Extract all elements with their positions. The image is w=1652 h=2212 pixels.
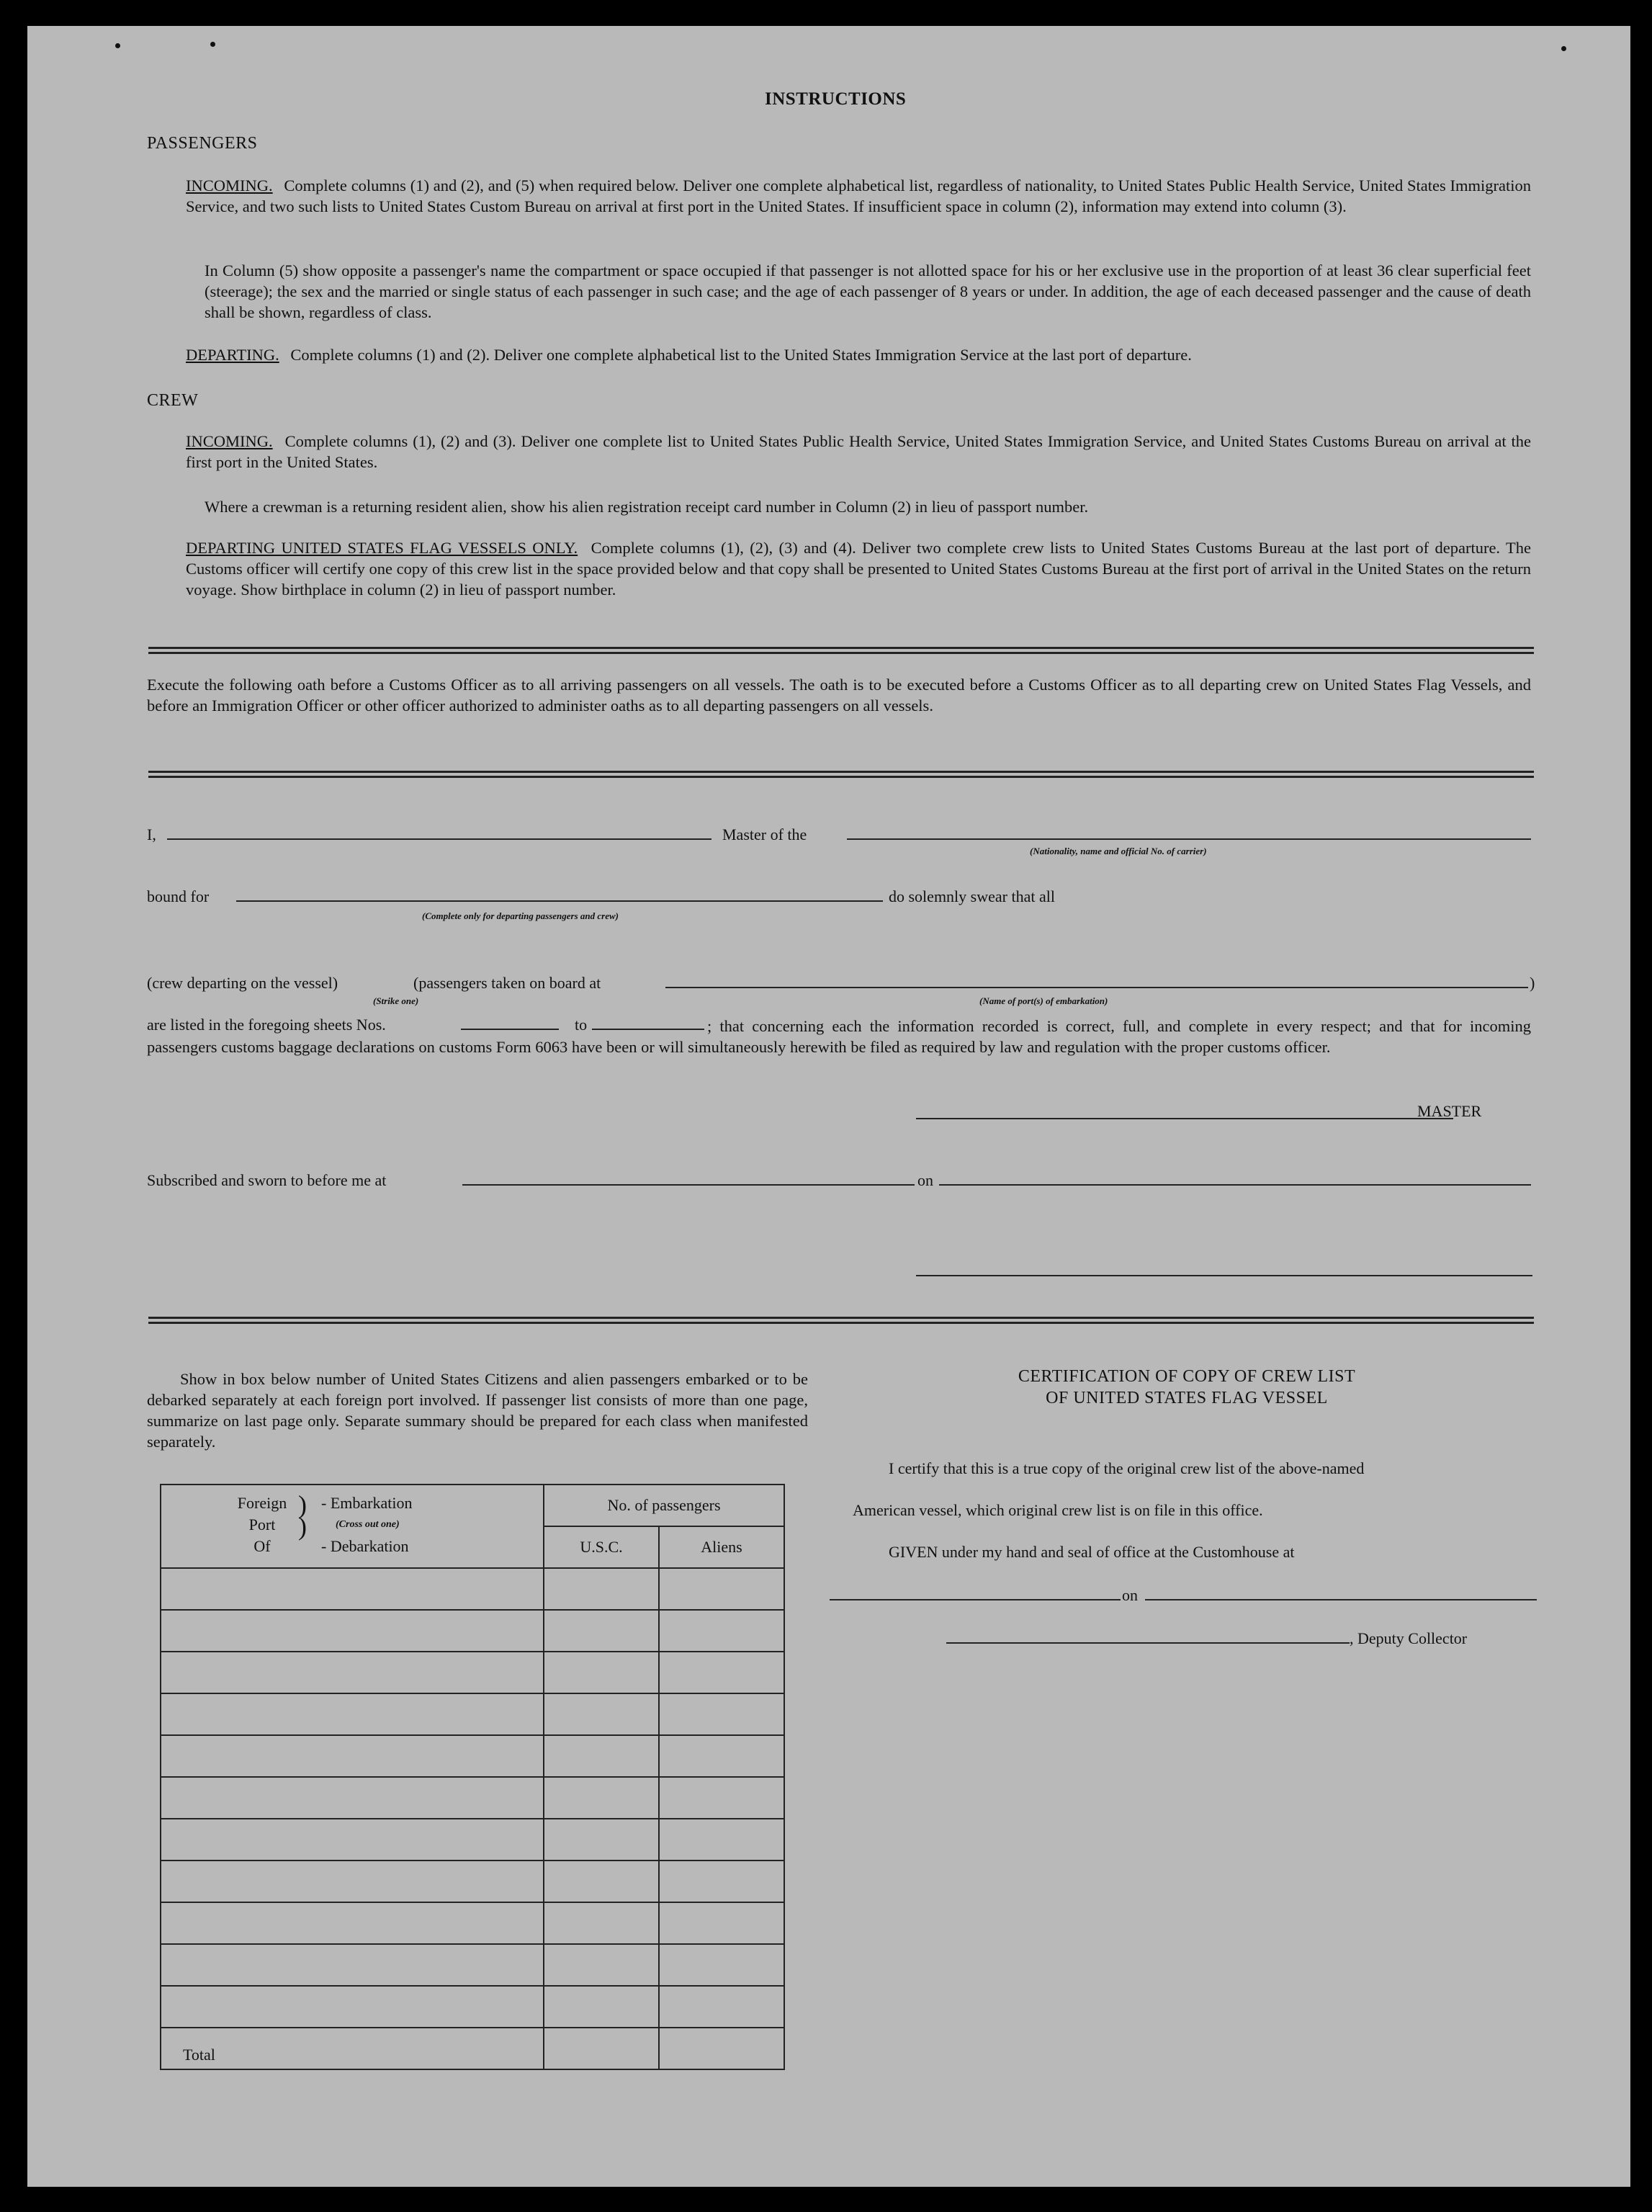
passengers-heading: PASSENGERS xyxy=(147,134,258,153)
strike-one-caption: (Strike one) xyxy=(373,995,419,1006)
table-row xyxy=(161,1568,784,1610)
crew-departing-paragraph xyxy=(186,537,1531,600)
total-row xyxy=(161,2028,784,2069)
master-signature-line[interactable] xyxy=(916,1118,1453,1119)
no-passengers-header: No. of passengers xyxy=(544,1485,784,1526)
passengers-incoming-label: INCOMING. xyxy=(186,176,273,194)
usc-cell[interactable] xyxy=(544,1735,659,1777)
aliens-total-cell[interactable] xyxy=(659,2028,784,2069)
passengers-incoming-text: Complete columns (1) and (2), and (5) when required below. Deliver one complete alphabetical list, regardless of nationality, to United States Public Health Service, United States Immigration Service, and two such lists to United States Custom Bureau on arrival at first port in the United States. If insufficient space in column (2), information may extend into column (3). xyxy=(186,176,1531,215)
passengers-incoming-paragraph xyxy=(186,175,1531,217)
table-row xyxy=(161,1610,784,1652)
usc-cell[interactable] xyxy=(544,1652,659,1693)
ports-caption: (Name of port(s) of embarkation) xyxy=(979,995,1108,1006)
customhouse-place-field[interactable] xyxy=(830,1599,1121,1600)
passengers-departing-label: DEPARTING. xyxy=(186,346,279,364)
master-label: MASTER xyxy=(1417,1102,1482,1120)
table-row xyxy=(161,1986,784,2028)
table-row xyxy=(161,1902,784,1944)
embarkation-ports-field[interactable] xyxy=(665,987,1528,988)
port-cell[interactable] xyxy=(161,1568,544,1610)
certification-on-label: on xyxy=(1122,1586,1138,1604)
usc-cell[interactable] xyxy=(544,1777,659,1819)
aliens-header: Aliens xyxy=(659,1526,784,1568)
certification-date-field[interactable] xyxy=(1145,1599,1537,1600)
port-cell[interactable] xyxy=(161,1777,544,1819)
usc-cell[interactable] xyxy=(544,1944,659,1986)
crew-alien-paragraph: Where a crewman is a returning resident alien, show his alien registration receipt card number in Column (2) in lieu of passport number. xyxy=(205,498,1089,516)
certify-line2: American vessel, which original crew list is on file in this office. xyxy=(853,1501,1263,1519)
port-cell[interactable] xyxy=(161,1610,544,1652)
divider-double xyxy=(148,1317,1534,1324)
usc-cell[interactable] xyxy=(544,1568,659,1610)
port-cell[interactable] xyxy=(161,1986,544,2028)
usc-cell[interactable] xyxy=(544,1610,659,1652)
master-of-label: Master of the xyxy=(722,825,807,843)
foreign-port-header xyxy=(161,1485,544,1568)
aliens-cell[interactable] xyxy=(659,1693,784,1735)
carrier-caption: (Nationality, name and official No. of carrier) xyxy=(1030,846,1207,856)
aliens-cell[interactable] xyxy=(659,1652,784,1693)
scan-speck xyxy=(115,43,120,48)
passengers-departing-paragraph xyxy=(186,344,1531,365)
port-cell[interactable] xyxy=(161,1693,544,1735)
crew-incoming-paragraph xyxy=(186,431,1531,473)
deputy-collector-signature-line[interactable] xyxy=(946,1642,1350,1644)
table-row xyxy=(161,1777,784,1819)
divider-double xyxy=(148,771,1534,778)
divider-double xyxy=(148,647,1534,654)
table-row xyxy=(161,1861,784,1902)
usc-cell[interactable] xyxy=(544,1819,659,1861)
table-row xyxy=(161,1693,784,1735)
table-row xyxy=(161,1652,784,1693)
oath-i-label: I, xyxy=(147,825,156,843)
crew-departing-option[interactable]: (crew departing on the vessel) xyxy=(147,974,338,992)
port-cell[interactable] xyxy=(161,1652,544,1693)
form-sheet xyxy=(27,26,1630,2187)
crew-departing-label: DEPARTING UNITED STATES FLAG VESSELS ONLY. xyxy=(186,539,578,557)
port-cell[interactable] xyxy=(161,1819,544,1861)
bound-for-field[interactable] xyxy=(236,900,883,902)
certification-title-line1: CERTIFICATION OF COPY OF CREW LIST xyxy=(1018,1367,1356,1386)
aliens-cell[interactable] xyxy=(659,1986,784,2028)
crew-heading: CREW xyxy=(147,391,199,410)
deputy-collector-label: , Deputy Collector xyxy=(1350,1629,1468,1647)
sworn-place-field[interactable] xyxy=(462,1184,915,1186)
total-label: Total xyxy=(161,2028,544,2069)
port-cell[interactable] xyxy=(161,1944,544,1986)
sworn-on-label: on xyxy=(917,1171,933,1189)
to-word: to xyxy=(575,1016,588,1034)
bound-for-caption: (Complete only for departing passengers and crew) xyxy=(422,910,619,921)
usc-cell[interactable] xyxy=(544,1861,659,1902)
oath-instructions: Execute the following oath before a Customs Officer as to all arriving passengers on all vessels. The oath is to be executed before a Customs Officer as to all departing crew on United States Flag Vessels, and before an Immigration Officer or other officer authorized to administer oaths as to all departing passengers on all vessels. xyxy=(147,676,1531,715)
aliens-cell[interactable] xyxy=(659,1735,784,1777)
solemnly-swear-text: do solemnly swear that all xyxy=(889,887,1055,905)
listed-text: ; that concerning each the information recorded is correct, full, and complete in every respect; and that for incoming passengers customs baggage declarations on customs Form 6063 have been or will simultaneously herewith be filed as required by law and regulation with the proper customs officer. xyxy=(147,1017,1531,1056)
passengers-departing-text: Complete columns (1) and (2). Deliver one complete alphabetical list to the United States Immigration Service at the last port of departure. xyxy=(290,346,1192,364)
aliens-cell[interactable] xyxy=(659,1777,784,1819)
sworn-date-field[interactable] xyxy=(939,1184,1531,1186)
usc-cell[interactable] xyxy=(544,1902,659,1944)
officer-signature-line[interactable] xyxy=(916,1275,1532,1276)
passengers-taken-option[interactable]: (passengers taken on board at xyxy=(413,974,601,992)
crew-departing-text: Complete columns (1), (2), (3) and (4). Deliver two complete crew lists to United States Customs Bureau at the last port of departure. The Customs officer will certify one copy of this crew list in the space provided below and that copy shall be presented to United States Customs Bureau at the first port of arrival in the United States on the return voyage. Show birthplace in column (2) in lieu of passport number. xyxy=(186,539,1532,599)
port-cell[interactable] xyxy=(161,1902,544,1944)
listed-prefix: are listed in the foregoing sheets Nos. xyxy=(147,1016,386,1034)
certification-title-line2: OF UNITED STATES FLAG VESSEL xyxy=(1046,1389,1328,1407)
summary-instructions xyxy=(147,1369,808,1452)
table-row xyxy=(161,1735,784,1777)
table-row xyxy=(161,1944,784,1986)
of-label: Of xyxy=(253,1537,271,1555)
crew-incoming-text: Complete columns (1), (2) and (3). Deliver one complete list to United States Public Health Service, United States Immigration Service, and United States Customs Bureau on arrival at the first port in the United States. xyxy=(186,432,1532,471)
port-label: Port xyxy=(248,1515,276,1533)
aliens-cell[interactable] xyxy=(659,1902,784,1944)
port-cell[interactable] xyxy=(161,1735,544,1777)
usc-cell[interactable] xyxy=(544,1986,659,2028)
given-text: GIVEN under my hand and seal of office at the Customhouse at xyxy=(889,1543,1295,1561)
cross-out-caption: (Cross out one) xyxy=(336,1519,400,1530)
crew-incoming-label: INCOMING. xyxy=(186,432,273,450)
scan-speck xyxy=(210,42,215,47)
aliens-cell[interactable] xyxy=(659,1568,784,1610)
master-name-field[interactable] xyxy=(167,838,711,840)
usc-cell[interactable] xyxy=(544,1693,659,1735)
usc-header: U.S.C. xyxy=(544,1526,659,1568)
aliens-cell[interactable] xyxy=(659,1819,784,1861)
aliens-cell[interactable] xyxy=(659,1861,784,1902)
debarkation-label: - Debarkation xyxy=(321,1537,409,1555)
aliens-cell[interactable] xyxy=(659,1610,784,1652)
embarkation-label: - Embarkation xyxy=(321,1494,413,1512)
bound-for-label: bound for xyxy=(147,887,210,905)
close-paren: ) xyxy=(1530,974,1535,992)
port-cell[interactable] xyxy=(161,1861,544,1902)
passengers-column5-paragraph: In Column (5) show opposite a passenger's name the compartment or space occupied if that passenger is not allotted space for his or her exclusive use in the proportion of at least 36 clear superficial feet (steerage); the sex and the married or single status of each passenger in such case; and the age of each passenger of 8 years or under. In addition, the age of each deceased passenger and the cause of death shall be shown, regardless of class. xyxy=(205,261,1531,321)
summary-instructions-text: Show in box below number of United States Citizens and alien passengers embarked or to be debarked separately at each foreign port involved. If passenger list consists of more than one page, summarize on last page only. Separate summary should be prepared for each class when manifested separately. xyxy=(147,1370,808,1451)
carrier-field[interactable] xyxy=(847,838,1531,840)
scan-speck xyxy=(1561,46,1566,51)
table-row xyxy=(161,1819,784,1861)
foreign-label: Foreign xyxy=(237,1494,287,1512)
passenger-summary-table xyxy=(160,1484,785,2070)
aliens-cell[interactable] xyxy=(659,1944,784,1986)
instructions-title: INSTRUCTIONS xyxy=(765,89,907,109)
brace-glyph: ) ) xyxy=(298,1490,307,1541)
usc-total-cell[interactable] xyxy=(544,2028,659,2069)
certify-line1: I certify that this is a true copy of the original crew list of the above-named xyxy=(889,1459,1365,1477)
subscribed-label: Subscribed and sworn to before me at xyxy=(147,1171,387,1189)
